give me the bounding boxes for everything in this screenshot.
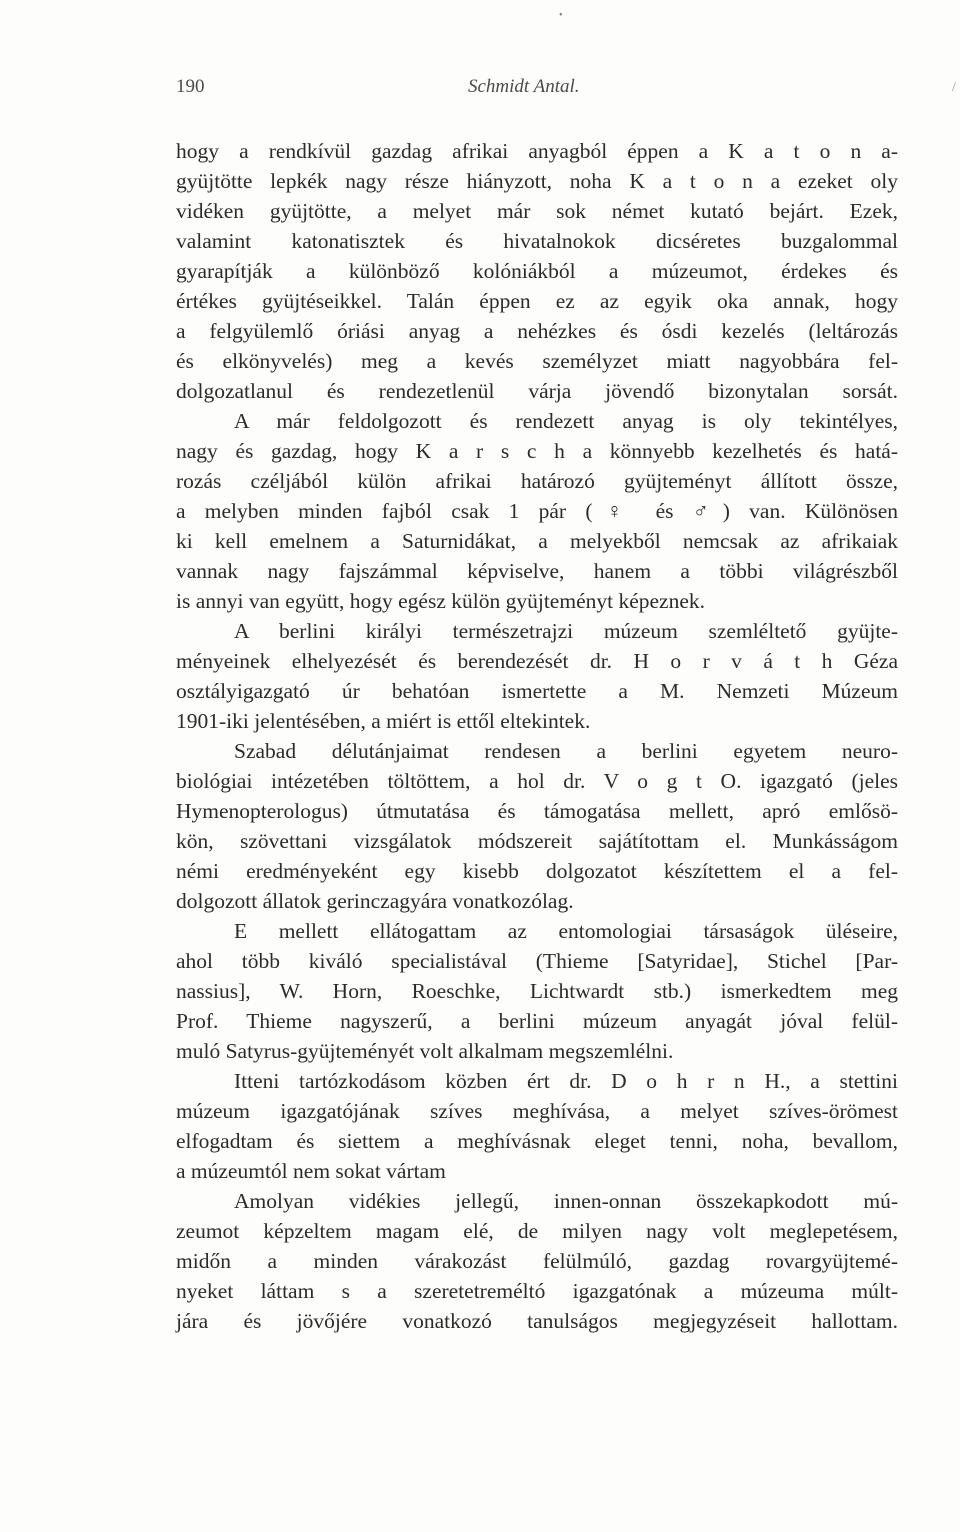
text-line: Amolyan vidékies jellegű, innen-onnan összekapkodott mú- xyxy=(234,1189,898,1213)
text-line: is annyi van együtt, hogy egész külön gyüjteményt képeznek. xyxy=(176,589,706,613)
text-line: nagy és gazdag, hogy K a r s c h a könnyebb kezelhetés és hatá- xyxy=(176,439,898,463)
text-line: nyeket láttam s a szeretetreméltó igazgatónak a múzeuma múlt- xyxy=(176,1279,898,1303)
text-line: A berlini királyi természetrajzi múzeum szemléltető gyüjte- xyxy=(234,619,898,643)
margin-mark: / xyxy=(952,80,956,95)
text-line: nassius], W. Horn, Roeschke, Lichtwardt stb.) ismerkedtem meg xyxy=(176,979,898,1003)
text-line: értékes gyüjtéseikkel. Talán éppen ez az egyik oka annak, hogy xyxy=(176,289,898,313)
text-line: vannak nagy fajszámmal képviselve, hanem a többi világrészből xyxy=(176,559,898,583)
running-head: Schmidt Antal. xyxy=(468,76,580,97)
text-line: rozás czéljából külön afrikai határozó gyüjteményt állított össze, xyxy=(176,469,898,493)
text-line: a melyben minden fajból csak 1 pár (♀ és ♂) van. Különösen xyxy=(176,499,898,523)
text-line: 1901-iki jelentésében, a miért is ettől eltekintek. xyxy=(176,709,591,733)
print-speck: • xyxy=(559,10,563,21)
text-line: midőn a minden várakozást felülmúló, gazdag rovargyüjtemé- xyxy=(176,1249,898,1273)
text-line: és elkönyvelés) meg a kevés személyzet miatt nagyobbára fel- xyxy=(176,349,898,373)
page-number: 190 xyxy=(176,76,205,97)
text-line: dolgozatlanul és rendezetlenül várja jövendő bizonytalan sorsát. xyxy=(176,379,898,403)
text-line: osztályigazgató úr behatóan ismertette a M. Nemzeti Múzeum xyxy=(176,679,898,703)
text-line: a felgyülemlő óriási anyag a nehézkes és ósdi kezelés (leltározás xyxy=(176,319,898,343)
text-line: gyarapítják a különböző kolóniákból a múzeumot, érdekes és xyxy=(176,259,898,283)
text-line: vidéken gyüjtötte, a melyet már sok német kutató bejárt. Ezek, xyxy=(176,199,898,223)
text-line: gyüjtötte lepkék nagy része hiányzott, noha K a t o n a ezeket oly xyxy=(176,169,898,193)
page-header xyxy=(176,74,898,104)
text-line: A már feldolgozott és rendezett anyag is oly tekintélyes, xyxy=(234,409,898,433)
text-line: Prof. Thieme nagyszerű, a berlini múzeum anyagát jóval felül- xyxy=(176,1009,898,1033)
text-line: jára és jövőjére vonatkozó tanulságos megjegyzéseit hallottam. xyxy=(176,1309,898,1333)
text-line: ményeinek elhelyezését és berendezését dr. H o r v á t h Géza xyxy=(176,649,898,673)
text-line: a múzeumtól nem sokat vártam xyxy=(176,1159,446,1183)
text-line: biológiai intézetében töltöttem, a hol dr. V o g t O. igazgató (jeles xyxy=(176,769,898,793)
text-line: ahol több kiváló specialistával (Thieme [Satyridae], Stichel [Par- xyxy=(176,949,898,973)
text-line: muló Satyrus-gyüjteményét volt alkalmam megszemlélni. xyxy=(176,1039,674,1063)
text-line: ki kell emelnem a Saturnidákat, a melyekből nemcsak az afrikaiak xyxy=(176,529,898,553)
body-text xyxy=(176,136,898,1336)
text-line: múzeum igazgatójának szíves meghívása, a melyet szíves-örömest xyxy=(176,1099,898,1123)
text-line: zeumot képzeltem magam elé, de milyen nagy volt meglepetésem, xyxy=(176,1219,898,1243)
text-line: hogy a rendkívül gazdag afrikai anyagból éppen a K a t o n a- xyxy=(176,139,898,163)
text-line: dolgozott állatok gerinczagyára vonatkozólag. xyxy=(176,889,574,913)
text-line: kön, szövettani vizsgálatok módszereit sajátítottam el. Munkásságom xyxy=(176,829,898,853)
text-line: elfogadtam és siettem a meghívásnak eleget tenni, noha, bevallom, xyxy=(176,1129,898,1153)
text-line: Szabad délutánjaimat rendesen a berlini egyetem neuro- xyxy=(234,739,898,763)
text-line: Hymenopterologus) útmutatása és támogatása mellett, apró emlősö- xyxy=(176,799,898,823)
text-line: valamint katonatisztek és hivatalnokok dicséretes buzgalommal xyxy=(176,229,898,253)
text-line: némi eredményeként egy kisebb dolgozatot készítettem el a fel- xyxy=(176,859,898,883)
text-line: Itteni tartózkodásom közben ért dr. D o h r n H., a stettini xyxy=(234,1069,898,1093)
text-line: E mellett ellátogattam az entomologiai társaságok üléseire, xyxy=(234,919,898,943)
